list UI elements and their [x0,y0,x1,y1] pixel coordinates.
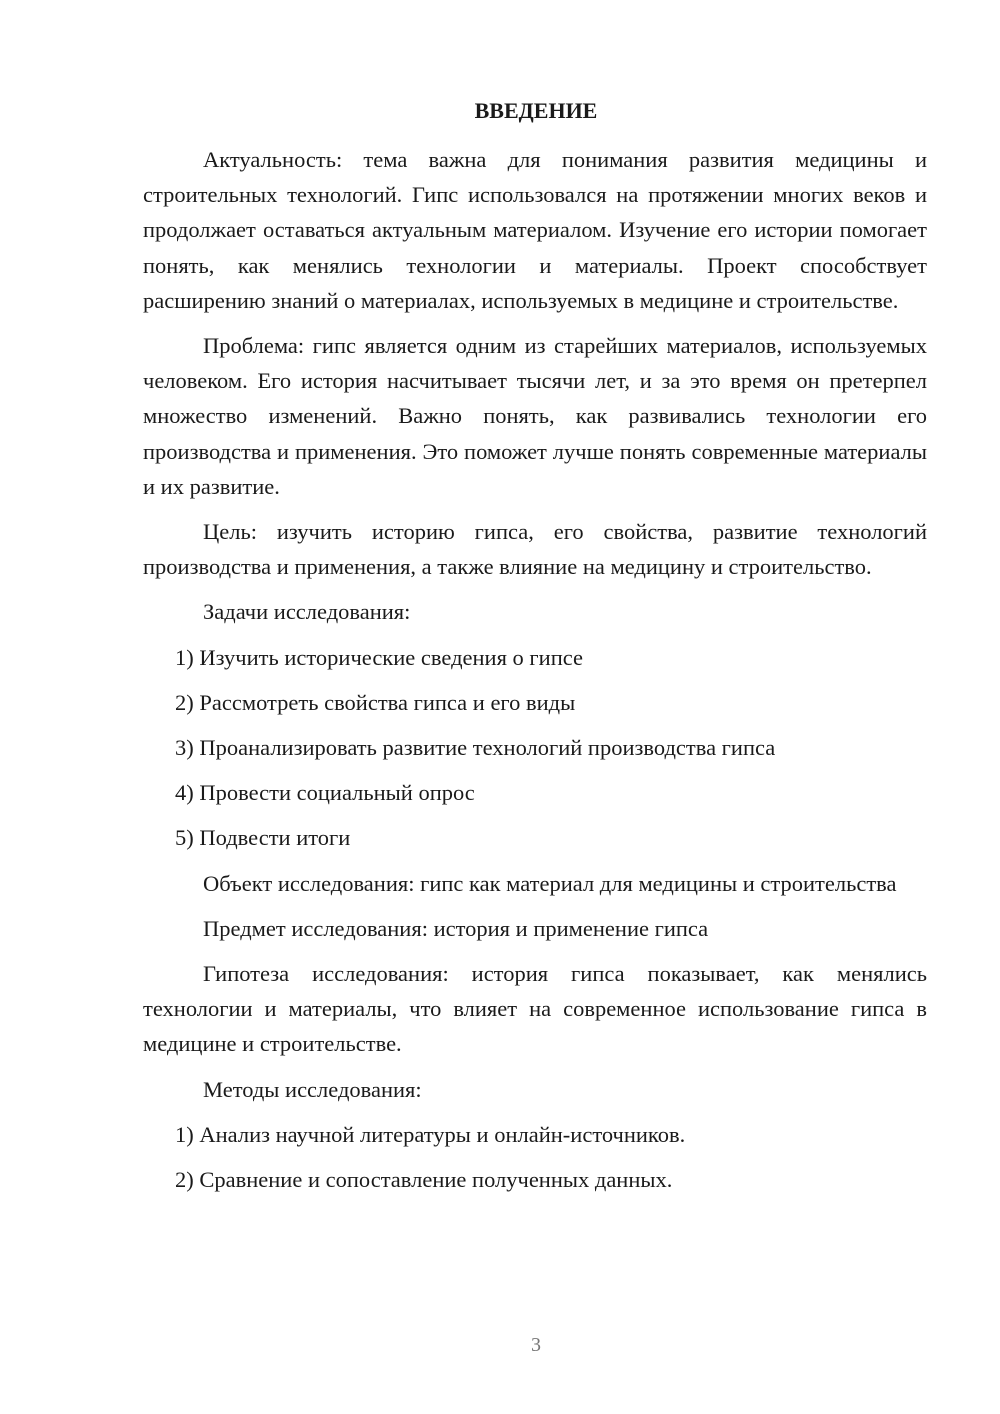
paragraph-subject: Предмет исследования: история и применение гипса [203,915,709,941]
methods-heading: Методы исследования: [203,1076,422,1102]
task-item: 5) Подвести итоги [175,825,351,851]
paragraph-goal: Цель: изучить историю гипса, его свойства, развитие технологий производства и применения, а также влияние на медицину и строительство. [143,519,927,580]
section-title: ВВЕДЕНИЕ [474,98,598,123]
task-item: 3) Проанализировать развитие технологий производства гипса [175,735,776,761]
task-item: 4) Провести социальный опрос [175,780,475,806]
page-number: 3 [531,1334,541,1356]
tasks-heading: Задачи исследования: [203,599,411,625]
paragraph-object: Объект исследования: гипс как материал для медицины и строительства [203,870,897,896]
task-item: 2) Рассмотреть свойства гипса и его виды [175,689,576,715]
task-item: 1) Изучить исторические сведения о гипсе [175,644,583,670]
method-item: 2) Сравнение и сопоставление полученных данных. [175,1167,673,1193]
method-item: 1) Анализ научной литературы и онлайн-источников. [175,1121,686,1147]
paragraph-relevance: Актуальность: тема важна для понимания развития медицины и строительных технологий. Гипс использовался на протяжении многих веков и продолжает оставаться актуальным материалом. Изучение его истории помогает понять, как менялись технологии и материалы. Проект способствует расширению знаний о материалах, используемых в медицине и строительстве. [143,147,927,313]
paragraph-problem: Проблема: гипс является одним из старейших материалов, используемых человеком. Его история насчитывает тысячи лет, и за это время он претерпел множество изменений. Важно понять, как развивались технологии его производства и применения. Это поможет лучше понять современные материалы и их развитие. [143,333,927,499]
body-text [143,142,927,1207]
paragraph-hypothesis: Гипотеза исследования: история гипса показывает, как менялись технологии и материалы, что влияет на современное использование гипса в медицине и строительстве. [143,961,927,1057]
